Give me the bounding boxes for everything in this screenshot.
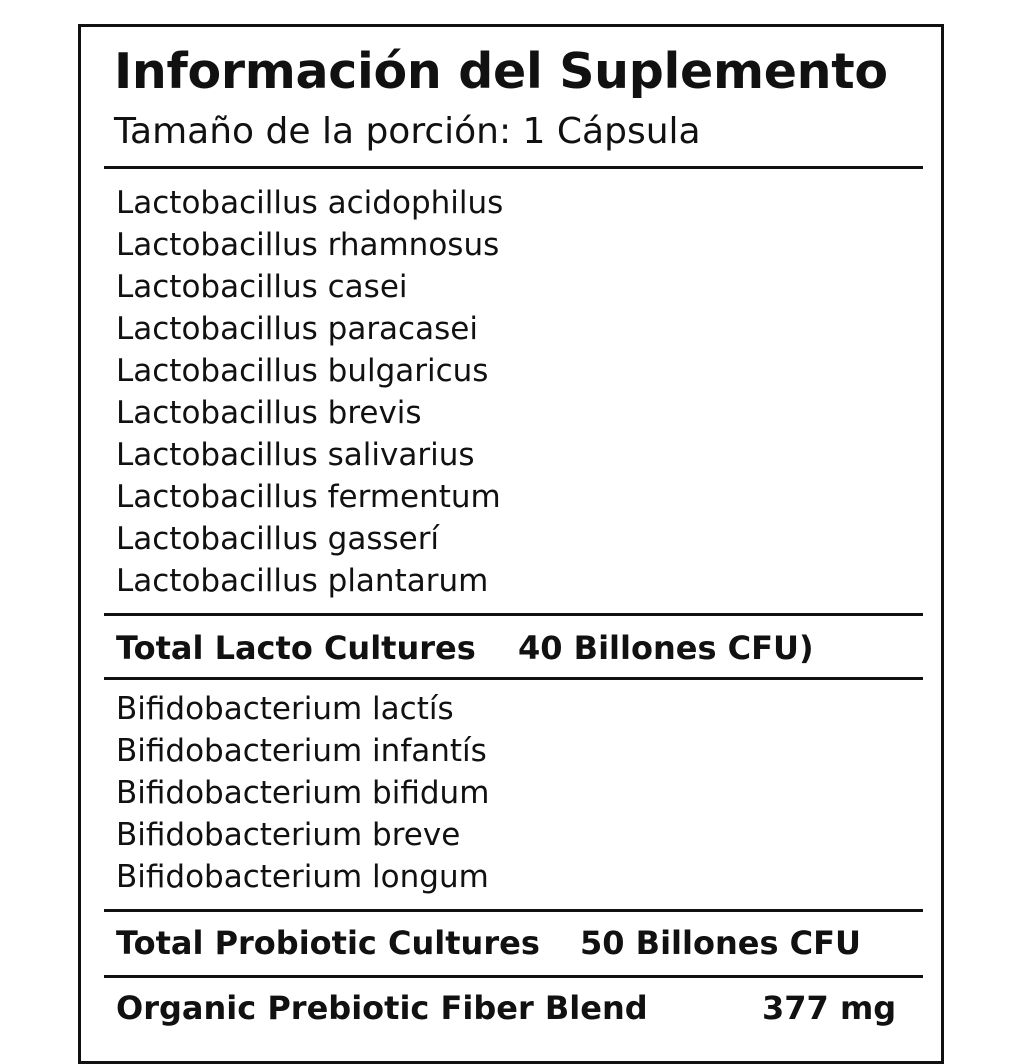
lacto-strain-list [116,182,503,602]
prebiotic-label: Organic Prebiotic Fiber Blend [116,989,648,1027]
bifido-strain-item: Bifidobacterium bifidum [116,775,490,811]
serving-size: Tamaño de la porción: 1 Cápsula [114,111,701,152]
bifido-strain-item: Bifidobacterium longum [116,859,489,895]
lacto-strain-item: Lactobacillus rhamnosus [116,227,500,263]
lacto-strain-item: Lactobacillus acidophilus [116,185,504,221]
prebiotic-value: 377 mg [762,989,897,1027]
total-probiotic-value: 50 Billones CFU [580,924,861,962]
lacto-strain-item: Lactobacillus gasserí [116,521,440,557]
divider-total-probiotic [104,975,923,978]
bifido-strain-item: Bifidobacterium breve [116,817,461,853]
lacto-strain-item: Lactobacillus bulgaricus [116,353,489,389]
bifido-strain-list [116,688,489,898]
bifido-strain-item: Bifidobacterium infantís [116,733,487,769]
divider-bifido [104,909,923,912]
total-lacto-label: Total Lacto Cultures [116,629,476,667]
lacto-strain-item: Lactobacillus fermentum [116,479,501,515]
lacto-strain-item: Lactobacillus brevis [116,395,422,431]
divider-lacto [104,613,923,616]
total-probiotic-label: Total Probiotic Cultures [116,924,540,962]
lacto-strain-item: Lactobacillus plantarum [116,563,489,599]
lacto-strain-item: Lactobacillus salivarius [116,437,475,473]
lacto-strain-item: Lactobacillus paracasei [116,311,478,347]
bifido-strain-item: Bifidobacterium lactís [116,691,454,727]
lacto-strain-item: Lactobacillus casei [116,269,408,305]
divider-total-lacto [104,677,923,680]
total-lacto-value: 40 Billones CFU) [518,629,814,667]
divider-header [104,166,923,169]
panel-title: Información del Suplemento [114,43,888,100]
